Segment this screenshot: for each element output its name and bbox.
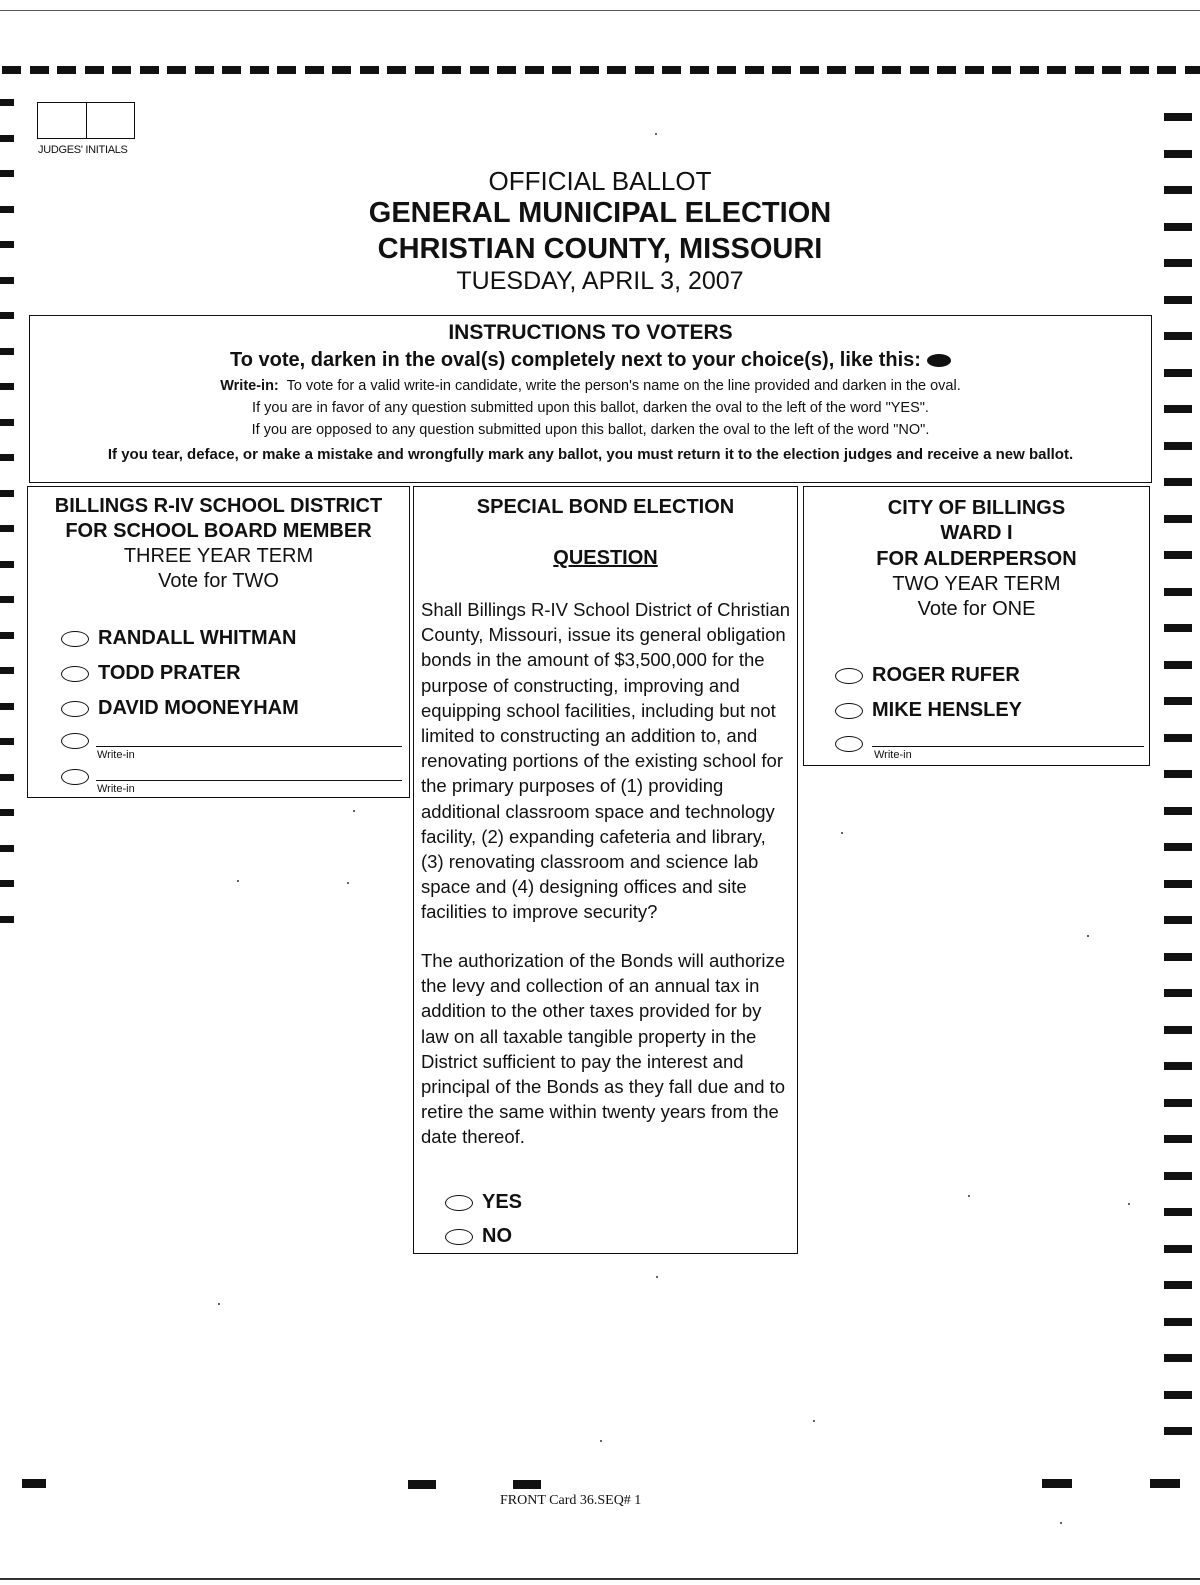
candidate-name: TODD PRATER — [98, 662, 241, 684]
timing-mark — [745, 66, 764, 74]
scan-speck — [353, 810, 355, 812]
writein-line[interactable] — [96, 780, 402, 781]
instructions-title: INSTRUCTIONS TO VOTERS — [448, 321, 733, 344]
timing-mark — [882, 66, 901, 74]
contest-vote-for: Vote for ONE — [917, 598, 1036, 620]
ballot-title: OFFICIAL BALLOT — [488, 166, 712, 196]
timing-mark — [85, 66, 104, 74]
timing-mark — [690, 66, 709, 74]
timing-mark — [0, 880, 14, 887]
vote-oval[interactable] — [61, 666, 89, 682]
instructions-main — [30, 349, 1151, 372]
timing-mark — [0, 809, 14, 816]
timing-mark — [1164, 442, 1192, 450]
timing-mark — [30, 66, 49, 74]
timing-mark — [0, 383, 14, 390]
timing-mark — [2, 66, 21, 74]
timing-mark — [0, 774, 14, 781]
timing-mark — [305, 66, 324, 74]
timing-mark — [0, 525, 14, 532]
bond-question-contest — [413, 486, 798, 1254]
timing-mark — [1164, 369, 1192, 377]
bottom-mark — [408, 1480, 436, 1489]
timing-mark — [1164, 588, 1192, 596]
timing-mark — [1164, 770, 1192, 778]
timing-mark — [1164, 478, 1192, 486]
instructions-opposed: If you are opposed to any question submitted upon this ballot, darken the oval to the left of the word "NO". — [251, 422, 930, 438]
timing-mark — [1164, 405, 1192, 413]
scan-speck — [968, 1195, 970, 1197]
timing-mark — [1164, 113, 1192, 121]
timing-mark — [717, 66, 736, 74]
timing-mark — [937, 66, 956, 74]
timing-mark — [1164, 1135, 1192, 1143]
writein-label: Write-in — [97, 783, 135, 795]
timing-mark — [965, 66, 984, 74]
timing-mark — [1164, 916, 1192, 924]
timing-mark — [415, 66, 434, 74]
candidate-option[interactable] — [835, 664, 1020, 687]
timing-mark — [1020, 66, 1039, 74]
instructions-tear: If you tear, deface, or make a mistake and wrongfully mark any ballot, you must return it to the election judges and receive a new ballot. — [107, 446, 1074, 463]
contest-office: FOR ALDERPERSON — [876, 548, 1077, 570]
timing-mark — [1164, 880, 1192, 888]
bottom-rule — [0, 1578, 1200, 1580]
bottom-mark — [1042, 1479, 1072, 1488]
vote-oval[interactable] — [61, 769, 89, 785]
writein-option[interactable] — [835, 736, 872, 752]
timing-mark — [1164, 989, 1192, 997]
no-option[interactable] — [445, 1225, 512, 1248]
vote-oval[interactable] — [835, 736, 863, 752]
timing-mark — [0, 632, 14, 639]
timing-mark — [855, 66, 874, 74]
timing-mark — [662, 66, 681, 74]
timing-mark — [1164, 624, 1192, 632]
writein-label: Write-in — [874, 749, 912, 761]
timing-mark — [1164, 150, 1192, 158]
timing-mark — [0, 99, 14, 106]
timing-mark — [1164, 1391, 1192, 1399]
yes-label: YES — [482, 1191, 523, 1213]
timing-mark — [0, 312, 14, 319]
timing-mark — [992, 66, 1011, 74]
timing-mark — [607, 66, 626, 74]
yes-option[interactable] — [445, 1191, 522, 1214]
timing-mark — [1075, 66, 1094, 74]
writein-label: Write-in — [97, 749, 135, 761]
question-paragraph: Shall Billings R-IV School District of Christian County, Missouri, issue its general obligation bonds in the amount of $3,500,000 for the purpose of constructing, improving and equipping school facilities, including but not limited to constructing an addition to, and renovating portions of the existing school for the primary purposes of (1) providing additional classroom space and technology facility, (2) expanding cafeteria and library, (3) renovating classroom and science lab space and (4) designing offices and site facilities to improve security? — [421, 599, 791, 923]
judges-initials-label: JUDGES' INITIALS — [38, 144, 128, 156]
candidate-name: MIKE HENSLEY — [872, 699, 1023, 721]
scan-speck — [841, 832, 843, 834]
contest-vote-for: Vote for TWO — [158, 570, 279, 592]
timing-mark — [1164, 953, 1192, 961]
vote-oval[interactable] — [61, 701, 89, 717]
instructions-main-text: To vote, darken in the oval(s) completely next to your choice(s), like this: — [230, 349, 921, 371]
timing-mark — [1164, 734, 1192, 742]
timing-mark — [1164, 807, 1192, 815]
vote-oval[interactable] — [445, 1195, 473, 1211]
candidate-name: ROGER RUFER — [872, 664, 1020, 686]
vote-oval[interactable] — [835, 668, 863, 684]
alderperson-contest — [803, 486, 1150, 766]
timing-mark — [1164, 296, 1192, 304]
timing-mark — [1164, 515, 1192, 523]
timing-mark — [360, 66, 379, 74]
vote-oval[interactable] — [61, 631, 89, 647]
timing-mark — [1164, 551, 1192, 559]
timing-mark — [1047, 66, 1066, 74]
timing-mark — [57, 66, 76, 74]
writein-option[interactable] — [61, 769, 98, 785]
candidate-name: DAVID MOONEYHAM — [98, 697, 299, 719]
timing-mark — [525, 66, 544, 74]
candidate-option[interactable] — [835, 699, 1022, 722]
contest-term: TWO YEAR TERM — [892, 573, 1061, 595]
scan-speck — [237, 880, 239, 882]
timing-mark — [195, 66, 214, 74]
timing-mark — [1164, 697, 1192, 705]
timing-mark — [112, 66, 131, 74]
writein-line[interactable] — [872, 746, 1144, 747]
question-label: QUESTION — [553, 547, 658, 569]
timing-mark — [332, 66, 351, 74]
timing-mark — [1102, 66, 1121, 74]
timing-mark — [0, 419, 14, 426]
candidate-name: RANDALL WHITMAN — [98, 627, 297, 649]
timing-mark — [580, 66, 599, 74]
timing-mark — [277, 66, 296, 74]
timing-mark — [552, 66, 571, 74]
timing-mark — [1164, 332, 1192, 340]
top-rule — [0, 10, 1200, 11]
timing-mark — [1185, 66, 1200, 74]
vote-oval[interactable] — [61, 733, 89, 749]
timing-mark — [0, 596, 14, 603]
candidate-option[interactable] — [61, 627, 297, 650]
judges-initials-cell[interactable] — [38, 103, 87, 138]
vote-oval[interactable] — [835, 703, 863, 719]
timing-mark — [0, 738, 14, 745]
timing-mark — [0, 348, 14, 355]
writein-line[interactable] — [96, 746, 402, 747]
scan-speck — [1128, 1203, 1130, 1205]
contest-ward: WARD I — [940, 522, 1013, 544]
no-label: NO — [482, 1225, 512, 1247]
scan-speck — [1087, 935, 1089, 937]
instructions-favor: If you are in favor of any question submitted upon this ballot, darken the oval to the left of the word "YES". — [252, 400, 929, 416]
timing-mark — [1164, 1062, 1192, 1070]
timing-mark — [0, 135, 14, 142]
writein-label: Write-in: — [220, 378, 279, 394]
contest-title: SPECIAL BOND ELECTION — [476, 496, 735, 518]
scan-speck — [813, 1420, 815, 1422]
timing-mark — [1164, 1026, 1192, 1034]
filled-oval-icon — [927, 354, 951, 367]
timing-mark — [1164, 1208, 1192, 1216]
vote-oval[interactable] — [445, 1229, 473, 1245]
scan-speck — [347, 882, 349, 884]
contest-subtitle: FOR SCHOOL BOARD MEMBER — [65, 520, 372, 542]
question-paragraph: The authorization of the Bonds will authorize the levy and collection of an annual tax in addition to the other taxes provided for by law on all taxable tangible property in the District sufficient to pay the interest and principal of the Bonds as they fall due and to retire the same within twenty years from the date thereof. — [421, 950, 786, 1148]
scan-speck — [655, 133, 657, 135]
contest-title: CITY OF BILLINGS — [887, 497, 1066, 519]
timing-mark — [1164, 1281, 1192, 1289]
timing-mark — [1157, 66, 1176, 74]
timing-mark — [1164, 1172, 1192, 1180]
candidate-option[interactable] — [61, 662, 241, 685]
timing-mark — [0, 490, 14, 497]
timing-mark — [800, 66, 819, 74]
writein-text: To vote for a valid write-in candidate, write the person's name on the line provided and darken in the oval. — [286, 378, 961, 394]
timing-mark — [772, 66, 791, 74]
card-sequence: FRONT Card 36.SEQ# 1 — [500, 1493, 642, 1508]
county-name: CHRISTIAN COUNTY, MISSOURI — [377, 233, 823, 265]
instructions-writein — [30, 378, 1151, 394]
instructions-box — [29, 315, 1152, 483]
judges-initials-cell[interactable] — [87, 103, 135, 138]
contest-term: THREE YEAR TERM — [123, 545, 314, 567]
bottom-mark — [513, 1480, 541, 1489]
timing-mark — [1130, 66, 1149, 74]
contest-title: BILLINGS R-IV SCHOOL DISTRICT — [54, 495, 383, 517]
scan-speck — [218, 1303, 220, 1305]
election-name: GENERAL MUNICIPAL ELECTION — [368, 197, 832, 229]
judges-initials-box[interactable] — [37, 102, 135, 139]
scan-speck — [600, 1440, 602, 1442]
scan-speck — [656, 1276, 658, 1278]
timing-mark — [910, 66, 929, 74]
timing-marks-top — [0, 66, 1200, 75]
timing-mark — [250, 66, 269, 74]
timing-mark — [0, 916, 14, 923]
timing-mark — [1164, 1245, 1192, 1253]
timing-mark — [0, 667, 14, 674]
timing-mark — [1164, 1099, 1192, 1107]
timing-mark — [1164, 843, 1192, 851]
timing-mark — [222, 66, 241, 74]
timing-mark — [442, 66, 461, 74]
bottom-mark — [22, 1479, 46, 1488]
timing-mark — [470, 66, 489, 74]
candidate-option[interactable] — [61, 697, 299, 720]
scan-speck — [1060, 1522, 1062, 1524]
timing-mark — [167, 66, 186, 74]
timing-mark — [635, 66, 654, 74]
timing-mark — [497, 66, 516, 74]
school-board-contest — [27, 486, 410, 798]
timing-mark — [0, 703, 14, 710]
timing-mark — [0, 845, 14, 852]
timing-mark — [0, 454, 14, 461]
timing-mark — [387, 66, 406, 74]
election-date: TUESDAY, APRIL 3, 2007 — [456, 267, 744, 295]
timing-mark — [140, 66, 159, 74]
bottom-mark — [1150, 1479, 1180, 1488]
timing-mark — [1164, 1427, 1192, 1435]
timing-mark — [1164, 1354, 1192, 1362]
writein-option[interactable] — [61, 733, 98, 749]
timing-mark — [0, 561, 14, 568]
timing-mark — [1164, 661, 1192, 669]
timing-mark — [827, 66, 846, 74]
timing-mark — [1164, 1318, 1192, 1326]
